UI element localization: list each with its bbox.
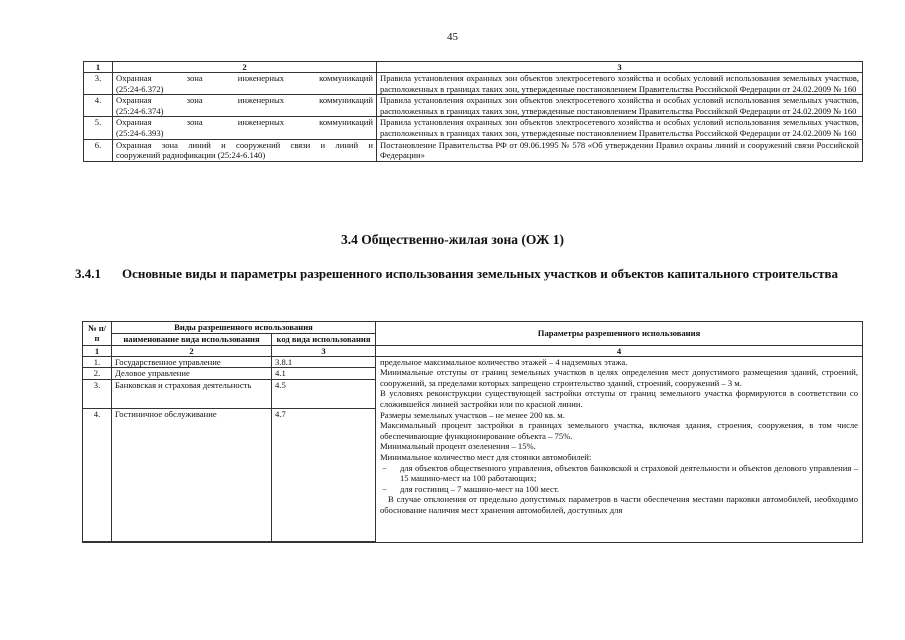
zone-document: Правила установления охранных зон объектов электросетевого хозяйства и особых условий использования земельных участков, расположенных в границах таких зон, утвержденные постановлением Правительства Российской Федерации от 24.02.2009 № 160 bbox=[377, 95, 863, 117]
subsection-heading bbox=[75, 266, 865, 282]
row-number: 1. bbox=[83, 356, 112, 368]
row-number: 3. bbox=[84, 73, 113, 95]
zone-name-line: Охранная зона инженерных коммуникаций bbox=[116, 117, 373, 128]
use-name: Деловое управление bbox=[112, 368, 272, 380]
param-text: предельное максимальное количество этажей – 4 надземных этажа. bbox=[380, 356, 628, 367]
row-number: 2. bbox=[83, 368, 112, 380]
row-number: 5. bbox=[84, 117, 113, 139]
param-text: Минимальное количество мест для стоянки автомобилей: bbox=[380, 451, 592, 462]
param-text: Максимальный процент застройки в границах земельного участка, включая здания, строения, сооружения, в том числе обеспечивающие функционирование объекта – 75%. bbox=[380, 420, 858, 441]
subsection-number: 3.4.1 bbox=[75, 266, 101, 281]
param-text: Размеры земельных участков – не менее 200 кв. м. bbox=[380, 409, 565, 420]
zone-name bbox=[113, 73, 377, 95]
column-number: 1 bbox=[83, 345, 112, 356]
list-item-text: для объектов общественного управления, объектов банковской и страховой деятельности и объектов делового управления – 15 машино-мест на 100 работающих; bbox=[400, 462, 858, 484]
zone-name-line: Охранная зона инженерных коммуникаций bbox=[116, 73, 373, 83]
use-code: 4.7 bbox=[272, 408, 376, 541]
column-number: 1 bbox=[84, 62, 113, 73]
column-number: 3 bbox=[377, 62, 863, 73]
land-use-table bbox=[82, 321, 863, 543]
protection-zones-table bbox=[83, 61, 863, 162]
list-item bbox=[380, 463, 858, 484]
table-row bbox=[83, 356, 863, 368]
parameters-cell bbox=[376, 356, 863, 542]
dash-bullet: − bbox=[382, 462, 387, 473]
use-name: Банковская и страховая деятельность bbox=[112, 379, 272, 408]
zone-name bbox=[113, 117, 377, 139]
header-use-name: наименование вида использования bbox=[112, 334, 272, 346]
table-row bbox=[84, 73, 863, 95]
header-parameters: Параметры разрешенного использования bbox=[376, 322, 863, 346]
use-code: 4.1 bbox=[272, 368, 376, 380]
zone-name-line: Охранная зона линий и сооружений связи и линий и bbox=[116, 139, 373, 150]
zone-code: (25:24-6.372) bbox=[116, 83, 164, 94]
param-text: Минимальные отступы от границ земельных участков в целях определения мест допустимого размещения зданий, строений, сооружений, за пределами которых запрещено строительство зданий, строений, сооружений – 3 м. bbox=[380, 367, 858, 388]
zone-document: Правила установления охранных зон объектов электросетевого хозяйства и особых условий использования земельных участков, расположенных в границах таких зон, утвержденные постановлением Правительства Российской Федерации от 24.02.2009 № 160 bbox=[377, 117, 863, 139]
row-number: 4. bbox=[83, 408, 112, 541]
table-row bbox=[84, 117, 863, 139]
header-use-types: Виды разрешенного использования bbox=[112, 322, 376, 334]
empty-cell bbox=[112, 541, 272, 542]
header-use-code: код вида использования bbox=[272, 334, 376, 346]
zone-name bbox=[113, 139, 377, 161]
column-number: 3 bbox=[272, 345, 376, 356]
param-text: Минимальный процент озеленения – 15%. bbox=[380, 441, 536, 452]
subsection-title: Основные виды и параметры разрешенного использования земельных участков и объектов капитального строительства bbox=[122, 266, 838, 281]
use-code: 3.8.1 bbox=[272, 356, 376, 368]
table-row bbox=[84, 139, 863, 161]
use-name: Гостиничное обслуживание bbox=[112, 408, 272, 541]
zone-code: (25:24-6.393) bbox=[116, 127, 164, 138]
row-number: 3. bbox=[83, 379, 112, 408]
zone-code: (25:24-6.374) bbox=[116, 105, 164, 116]
column-number: 4 bbox=[376, 345, 863, 356]
empty-cell bbox=[83, 541, 112, 542]
list-item-text: для гостиниц – 7 машино-мест на 100 мест. bbox=[400, 483, 560, 494]
table-header-row bbox=[84, 62, 863, 73]
row-number: 6. bbox=[84, 139, 113, 161]
list-item bbox=[380, 484, 858, 495]
param-text: В условиях реконструкции существующей застройки отступы от границ земельного участка формируются в соответствии со сложившейся линией застройки или по красной линии. bbox=[380, 388, 858, 409]
use-name: Государственное управление bbox=[112, 356, 272, 368]
param-text: В случае отклонения от предельно допустимых параметров в части обеспечения местами парковки автомобилей, необходимо обоснование наличия мест хранения автомобилей, доступных для bbox=[380, 494, 858, 515]
empty-cell bbox=[272, 541, 376, 542]
column-number: 2 bbox=[112, 345, 272, 356]
table-row bbox=[84, 95, 863, 117]
table-header-row bbox=[83, 322, 863, 334]
zone-name bbox=[113, 95, 377, 117]
dash-bullet: − bbox=[382, 483, 387, 494]
zone-code: сооружений радиофикации (25:24-6.140) bbox=[116, 150, 266, 161]
zone-document: Постановление Правительства РФ от 09.06.1995 № 578 «Об утверждении Правил охраны линий и сооружений связи Российской Федерации» bbox=[377, 139, 863, 161]
zone-document: Правила установления охранных зон объектов электросетевого хозяйства и особых условий использования земельных участков, расположенных в границах таких зон, утвержденные постановлением Правительства Российской Федерации от 24.02.2009 № 160 bbox=[377, 73, 863, 95]
zone-name-line: Охранная зона инженерных коммуникаций bbox=[116, 95, 373, 106]
use-code: 4.5 bbox=[272, 379, 376, 408]
page-number: 45 bbox=[447, 31, 458, 43]
header-number: № п/п bbox=[83, 322, 112, 346]
section-title: 3.4 Общественно-жилая зона (ОЖ 1) bbox=[341, 232, 564, 247]
column-number: 2 bbox=[113, 62, 377, 73]
column-numbers-row bbox=[83, 345, 863, 356]
row-number: 4. bbox=[84, 95, 113, 117]
